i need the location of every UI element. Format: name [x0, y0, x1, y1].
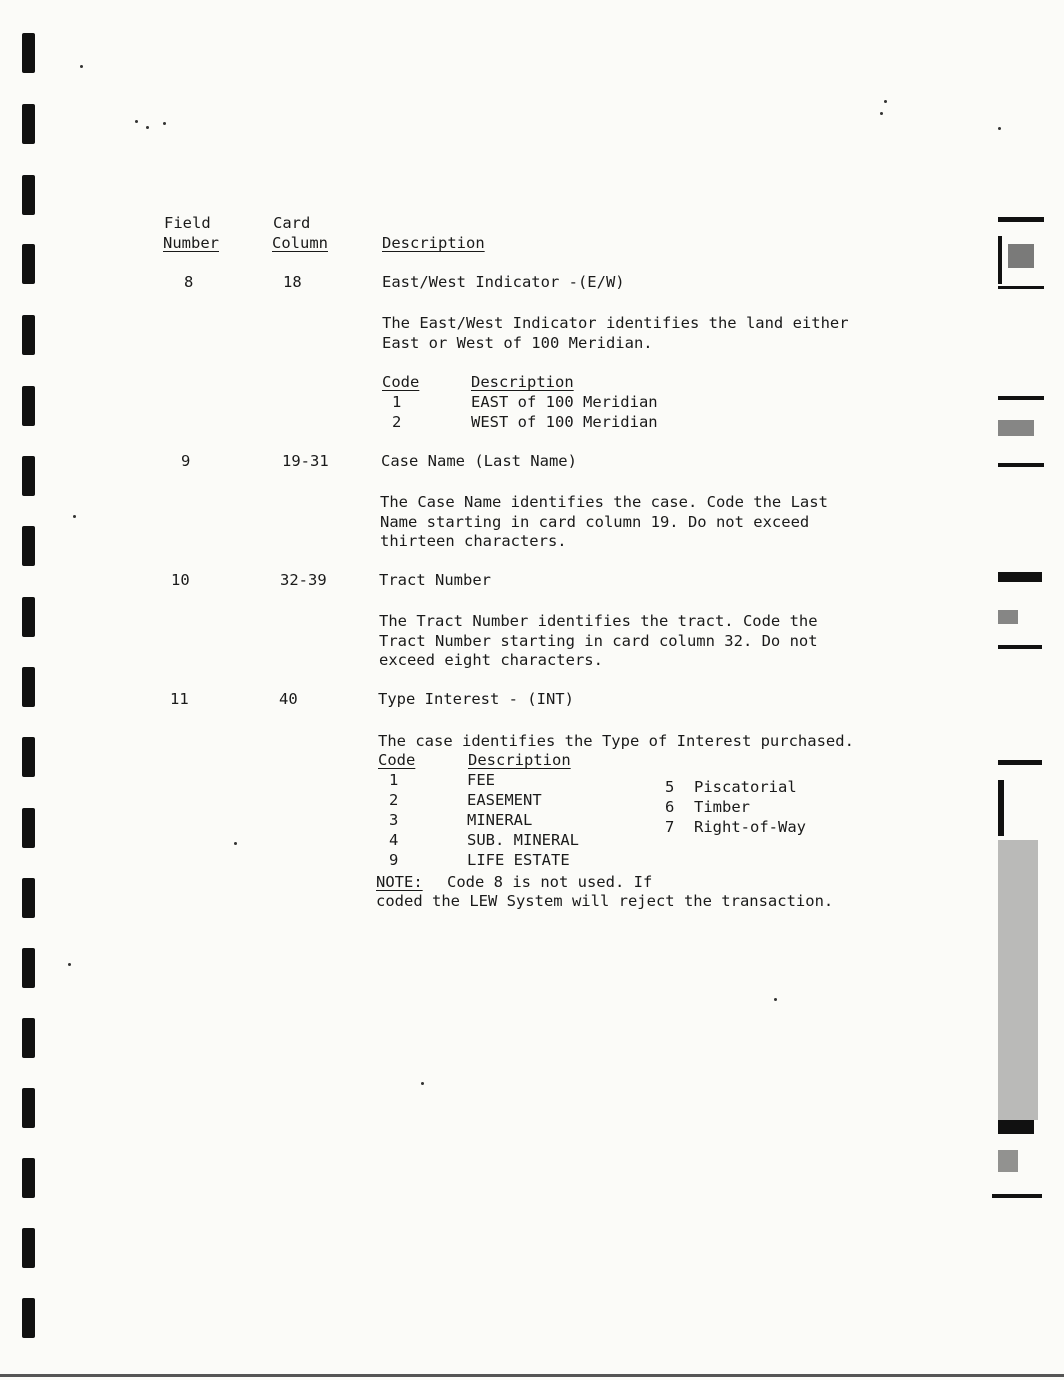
- code-description: Piscatorial: [694, 778, 797, 796]
- edge-mark: [992, 1194, 1042, 1198]
- punch-hole: [22, 597, 35, 637]
- punch-hole: [22, 1298, 35, 1338]
- punch-hole: [22, 878, 35, 918]
- code-value: 3: [389, 811, 399, 829]
- code-description: WEST of 100 Meridian: [471, 413, 658, 431]
- edge-mark: [1008, 244, 1034, 268]
- punch-hole: [22, 808, 35, 848]
- edge-mark: [998, 840, 1038, 1120]
- speck: [163, 122, 166, 125]
- entry-text-line: The East/West Indicator identifies the land either: [382, 314, 849, 332]
- punch-hole: [22, 244, 35, 284]
- edge-mark: [998, 463, 1044, 467]
- header-column-line2: Column: [272, 234, 328, 252]
- header-field-line2: Number: [163, 234, 219, 252]
- speck: [998, 127, 1001, 130]
- punch-hole: [22, 948, 35, 988]
- code-description: EAST of 100 Meridian: [471, 393, 658, 411]
- note-label: NOTE:: [376, 873, 423, 891]
- edge-mark: [998, 645, 1042, 649]
- punch-hole: [22, 33, 35, 73]
- punch-hole: [22, 737, 35, 777]
- code-description: SUB. MINERAL: [467, 831, 579, 849]
- punch-hole: [22, 315, 35, 355]
- entry-text-line: exceed eight characters.: [379, 651, 603, 669]
- code-description: Timber: [694, 798, 750, 816]
- scan-bottom-edge: [0, 1374, 1064, 1377]
- field-number: 10: [171, 571, 190, 589]
- edge-mark: [998, 572, 1042, 582]
- edge-mark: [998, 1120, 1034, 1134]
- card-column: 18: [283, 273, 302, 291]
- entry-title: East/West Indicator -(E/W): [382, 273, 625, 291]
- code-description: EASEMENT: [467, 791, 542, 809]
- speck: [146, 126, 149, 129]
- card-column: 40: [279, 690, 298, 708]
- speck: [234, 842, 237, 845]
- entry-text-line: Name starting in card column 19. Do not exceed: [380, 513, 810, 531]
- field-number: 11: [170, 690, 189, 708]
- edge-mark: [998, 780, 1004, 836]
- speck: [68, 963, 71, 966]
- punch-hole: [22, 1228, 35, 1268]
- edge-mark: [998, 420, 1034, 436]
- code-value: 9: [389, 851, 399, 869]
- entry-text-line: The case identifies the Type of Interest purchased.: [378, 732, 854, 750]
- code-value: 1: [392, 393, 402, 411]
- code-description: LIFE ESTATE: [467, 851, 570, 869]
- entry-title: Case Name (Last Name): [381, 452, 577, 470]
- header-field-line1: Field: [164, 214, 211, 232]
- speck: [421, 1082, 424, 1085]
- speck: [80, 65, 83, 68]
- code-description-header: Description: [468, 751, 571, 769]
- edge-mark: [998, 217, 1044, 222]
- code-header: Code: [382, 373, 420, 391]
- header-description: Description: [382, 234, 485, 252]
- field-number: 8: [184, 273, 194, 291]
- speck: [135, 120, 138, 123]
- code-header: Code: [378, 751, 416, 769]
- field-number: 9: [181, 452, 191, 470]
- code-description: MINERAL: [467, 811, 533, 829]
- entry-text-line: thirteen characters.: [380, 532, 567, 550]
- code-value: 6: [665, 798, 675, 816]
- edge-mark: [998, 760, 1042, 765]
- punch-hole: [22, 104, 35, 144]
- header-column-line1: Card: [273, 214, 311, 232]
- punch-hole: [22, 456, 35, 496]
- speck: [73, 515, 76, 518]
- note-text: coded the LEW System will reject the transaction.: [376, 892, 834, 910]
- punch-hole: [22, 1158, 35, 1198]
- code-description: FEE: [467, 771, 495, 789]
- card-column: 32-39: [280, 571, 327, 589]
- entry-text-line: Tract Number starting in card column 32. Do not: [379, 632, 818, 650]
- edge-mark: [998, 610, 1018, 624]
- punch-hole: [22, 1088, 35, 1128]
- punch-hole: [22, 667, 35, 707]
- card-column: 19-31: [282, 452, 329, 470]
- entry-title: Type Interest - (INT): [378, 690, 574, 708]
- speck: [880, 112, 883, 115]
- code-value: 7: [665, 818, 675, 836]
- entry-text-line: East or West of 100 Meridian.: [382, 334, 653, 352]
- code-value: 4: [389, 831, 399, 849]
- code-description-header: Description: [471, 373, 574, 391]
- code-value: 2: [392, 413, 402, 431]
- punch-hole: [22, 1018, 35, 1058]
- punch-hole: [22, 175, 35, 215]
- edge-mark: [998, 236, 1002, 284]
- edge-mark: [998, 396, 1044, 400]
- speck: [884, 100, 887, 103]
- code-value: 2: [389, 791, 399, 809]
- edge-mark: [998, 1150, 1018, 1172]
- entry-text-line: The Tract Number identifies the tract. Code the: [379, 612, 818, 630]
- speck: [774, 998, 777, 1001]
- edge-mark: [998, 286, 1044, 289]
- entry-text-line: The Case Name identifies the case. Code the Last: [380, 493, 828, 511]
- punch-hole: [22, 386, 35, 426]
- punch-hole: [22, 526, 35, 566]
- note-text: Code 8 is not used. If: [447, 873, 653, 891]
- code-value: 5: [665, 778, 675, 796]
- entry-title: Tract Number: [379, 571, 491, 589]
- code-value: 1: [389, 771, 399, 789]
- code-description: Right-of-Way: [694, 818, 806, 836]
